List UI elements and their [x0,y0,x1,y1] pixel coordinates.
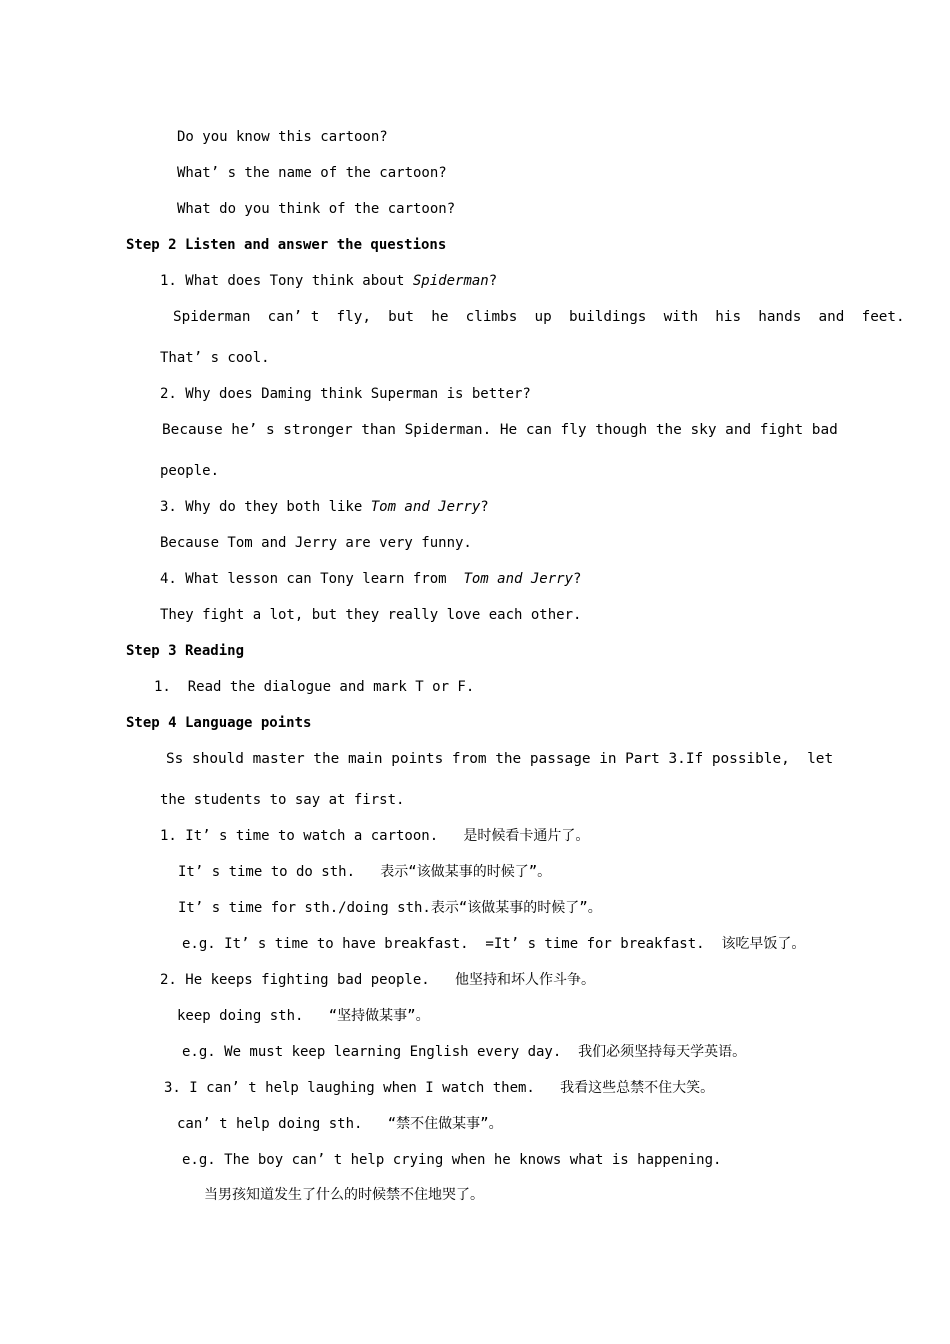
language-point-2-example: e.g. We must keep learning English every day. 我们必须坚持每天学英语。 [182,1044,747,1060]
step2-answer-2-line-2: people. [160,463,220,479]
language-point-1-example: e.g. It’ s time to have breakfast. =It’ s time for breakfast. 该吃早饭了。 [182,936,806,952]
step2-answer-4: They fight a lot, but they really love each other. [160,607,582,623]
step2-question-4: 4. What lesson can Tony learn from Tom and Jerry? [160,571,582,587]
language-point-3-example: e.g. The boy can’ t help crying when he knows what is happening. [182,1152,722,1168]
step2-heading: Step 2 Listen and answer the questions [126,237,447,253]
step2-question-3: 3. Why do they both like Tom and Jerry? [160,499,489,515]
step2-question-1: 1. What does Tony think about Spiderman? [160,273,498,289]
language-point-1: 1. It’ s time to watch a cartoon. 是时候看卡通片了。 [160,828,590,844]
step2-answer-1-line-2: That’ s cool. [160,350,270,366]
step2-answer-1-line-1: Spiderman can’ t fly, but he climbs up buildings with his hands and feet. [173,309,905,325]
step3-heading: Step 3 Reading [126,643,245,659]
language-point-3-usage: can’ t help doing sth. “禁不住做某事”。 [177,1116,503,1132]
language-point-1-usage-b: It’ s time for sth./doing sth.表示“该做某事的时候了”。 [178,900,602,916]
step4-heading: Step 4 Language points [126,715,312,731]
step2-answer-3: Because Tom and Jerry are very funny. [160,535,472,551]
language-point-1-usage-a: It’ s time to do sth. 表示“该做某事的时候了”。 [178,864,552,880]
language-point-3-example-translation: 当男孩知道发生了什么的时候禁不住地哭了。 [204,1187,484,1203]
language-point-3: 3. I can’ t help laughing when I watch them. 我看这些总禁不住大笑。 [164,1080,715,1096]
step4-intro-line-2: the students to say at first. [160,792,405,808]
step2-question-2: 2. Why does Daming think Superman is better? [160,386,531,402]
language-point-2-usage: keep doing sth. “坚持做某事”。 [177,1008,430,1024]
step3-item-1: 1. Read the dialogue and mark T or F. [154,679,475,695]
warmup-question-1: Do you know this cartoon? [177,129,388,145]
step4-intro-line-1: Ss should master the main points from the passage in Part 3.If possible, let [166,751,834,767]
warmup-question-3: What do you think of the cartoon? [177,201,456,217]
step2-answer-2-line-1: Because he’ s stronger than Spiderman. He can fly though the sky and fight bad [162,422,838,438]
warmup-question-2: What’ s the name of the cartoon? [177,165,447,181]
language-point-2: 2. He keeps fighting bad people. 他坚持和坏人作斗争。 [160,972,596,988]
